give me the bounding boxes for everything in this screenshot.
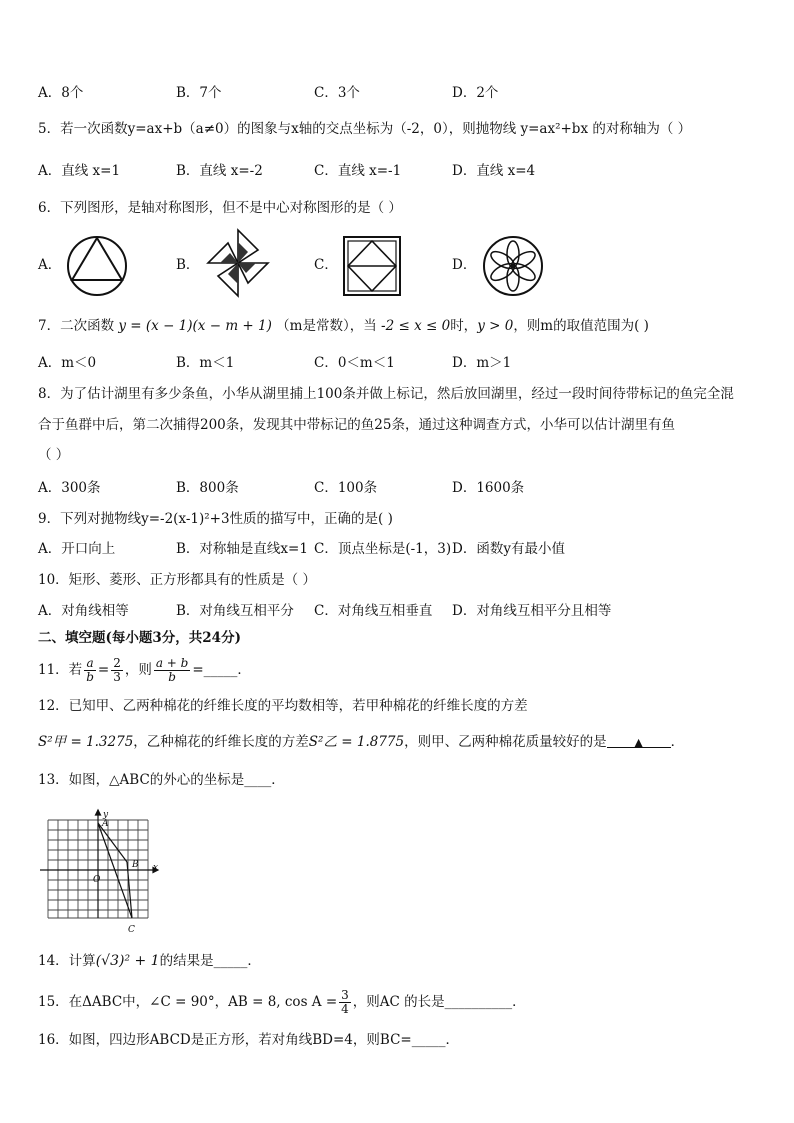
- q7-option-a: A．m＜0: [38, 355, 97, 371]
- q14: [38, 952, 261, 970]
- q5-option-b: B．直线 x=-2: [176, 163, 263, 179]
- q5-stem: 5．若一次函数y=ax+b（a≠0）的图象与x轴的交点坐标为（-2，0），则抛物线 y=ax²+bx 的对称轴为（ ）: [38, 121, 692, 137]
- q7-mid: （m是常数），当: [276, 318, 377, 334]
- q11-eq: =: [97, 662, 110, 678]
- q7-stem: [38, 317, 649, 335]
- q11-fraction-sum: [154, 657, 191, 684]
- q12-s-jia: S²甲 = 1.3275: [38, 734, 134, 750]
- q11-f2-den: 3: [113, 670, 121, 684]
- q9-stem: 9．下列对抛物线y=-2(x-1)²+3性质的描写中，正确的是( ): [38, 511, 393, 527]
- q12-mid: ，乙种棉花的纤维长度的方差: [133, 734, 309, 750]
- q14-expression: (√3)² + 1: [95, 953, 160, 969]
- q8-line-3: （ ）: [38, 447, 70, 463]
- q10-option-b: B．对角线互相平分: [176, 603, 294, 619]
- q4-option-d: D．2个: [452, 85, 499, 101]
- q12-end: ．: [670, 734, 685, 750]
- q13-stem: 13．如图，△ABC的外心的坐标是____．: [38, 772, 285, 788]
- q4-option-a: A．8个: [38, 85, 84, 101]
- q15-fraction: [339, 989, 351, 1016]
- q5-option-d: D．直线 x=4: [452, 163, 536, 179]
- q9-option-a: A．开口向上: [38, 541, 116, 557]
- q13-label-x: x: [153, 863, 159, 873]
- q15-post: ，则AC 的长是__________．: [352, 994, 526, 1010]
- q12-s-yi: S²乙 = 1.8775: [308, 734, 405, 750]
- q11-pre: 11．若: [38, 662, 83, 678]
- q4-option-b: B．7个: [176, 85, 222, 101]
- q11-mid: ，则: [124, 662, 152, 678]
- q9-option-b: B．对称轴是直线x=1: [176, 541, 308, 557]
- q6-label-a: A．: [38, 257, 62, 273]
- figure-d-circle-flower: [482, 235, 544, 297]
- q5-option-c: C．直线 x=-1: [314, 163, 402, 179]
- q9-option-c: C．顶点坐标是(-1，3): [314, 541, 452, 557]
- q8-line-2: 合于鱼群中后，第二次捕得200条，发现其中带标记的鱼25条，通过这种调查方式，小华可以估计湖里有鱼: [38, 417, 675, 433]
- q10-option-c: C．对角线互相垂直: [314, 603, 433, 619]
- q7-mid2: 时，: [450, 318, 478, 334]
- q15-frac-num: 3: [341, 988, 349, 1002]
- q12-post: ，则甲、乙两种棉花质量较好的是: [404, 734, 607, 750]
- q14-post: 的结果是_____．: [159, 953, 261, 969]
- q12-answer-mark: ▲: [634, 736, 643, 749]
- q11-fraction-a-b: [84, 657, 96, 684]
- q7-condition: -2 ≤ x ≤ 0: [381, 318, 451, 334]
- q11-f2-num: 2: [113, 656, 121, 670]
- q6-stem: 6．下列图形，是轴对称图形，但不是中心对称图形的是（ ）: [38, 200, 402, 216]
- figure-b-pinwheel: [206, 228, 270, 298]
- q15-frac-den: 4: [341, 1002, 349, 1016]
- q9-option-d: D．函数y有最小值: [452, 541, 565, 557]
- q13-label-y: y: [103, 810, 109, 820]
- q8-option-d: D．1600条: [452, 480, 525, 496]
- q8-option-c: C．100条: [314, 480, 378, 496]
- q11-post: =_____．: [192, 662, 251, 678]
- q6-label-c: C．: [314, 257, 338, 273]
- q11-f3-num: a + b: [155, 656, 189, 670]
- q14-pre: 14．计算: [38, 953, 96, 969]
- q6-label-d: D．: [452, 257, 477, 273]
- q11-fraction-2-3: [111, 657, 123, 684]
- q12-line-2: [38, 733, 684, 751]
- q10-option-a: A．对角线相等: [38, 603, 129, 619]
- q12-line-1: 12．已知甲、乙两种棉花的纤维长度的平均数相等，若甲种棉花的纤维长度的方差: [38, 698, 528, 714]
- q13-label-c: C: [128, 925, 135, 935]
- figure-c-square-diamond: [342, 235, 402, 297]
- q12-answer-blank: [607, 733, 671, 748]
- q7-option-d: D．m＞1: [452, 355, 512, 371]
- q7-post: ，则m的取值范围为( ): [513, 318, 649, 334]
- q11-f3-den: b: [168, 670, 176, 684]
- q10-stem: 10．矩形、菱形、正方形都具有的性质是（ ）: [38, 572, 316, 588]
- q4-option-c: C．3个: [314, 85, 360, 101]
- q11-f1-num: a: [84, 657, 96, 671]
- q11: [38, 655, 251, 685]
- q13-label-o: O: [93, 875, 101, 885]
- q6-label-b: B．: [176, 257, 200, 273]
- q11-f1-den: b: [86, 670, 94, 684]
- q8-option-a: A．300条: [38, 480, 101, 496]
- q5-option-a: A．直线 x=1: [38, 163, 121, 179]
- section-2-heading: 二、填空题(每小题3分，共24分): [38, 630, 241, 646]
- q7-formula: y = (x − 1)(x − m + 1): [118, 318, 272, 334]
- q13-label-b: B: [132, 860, 139, 870]
- q13-label-a: A: [102, 819, 109, 829]
- q15: [38, 988, 526, 1016]
- q10-option-d: D．对角线互相平分且相等: [452, 603, 612, 619]
- q8-line-1: 8．为了估计湖里有多少条鱼，小华从湖里捕上100条并做上标记，然后放回湖里，经过一段时间待带标记的鱼完全混: [38, 386, 734, 402]
- q8-option-b: B．800条: [176, 480, 239, 496]
- q7-option-b: B．m＜1: [176, 355, 235, 371]
- figure-a-circle-triangle: [66, 235, 128, 297]
- q7-condition2: y > 0: [477, 318, 514, 334]
- q15-pre: 15．在ΔABC中，∠C = 90°，AB = 8, cos A =: [38, 994, 338, 1010]
- q7-pre: 7．二次函数: [38, 318, 115, 334]
- q7-option-c: C．0＜m＜1: [314, 355, 395, 371]
- q16-stem: 16．如图，四边形ABCD是正方形，若对角线BD=4，则BC=_____．: [38, 1032, 459, 1048]
